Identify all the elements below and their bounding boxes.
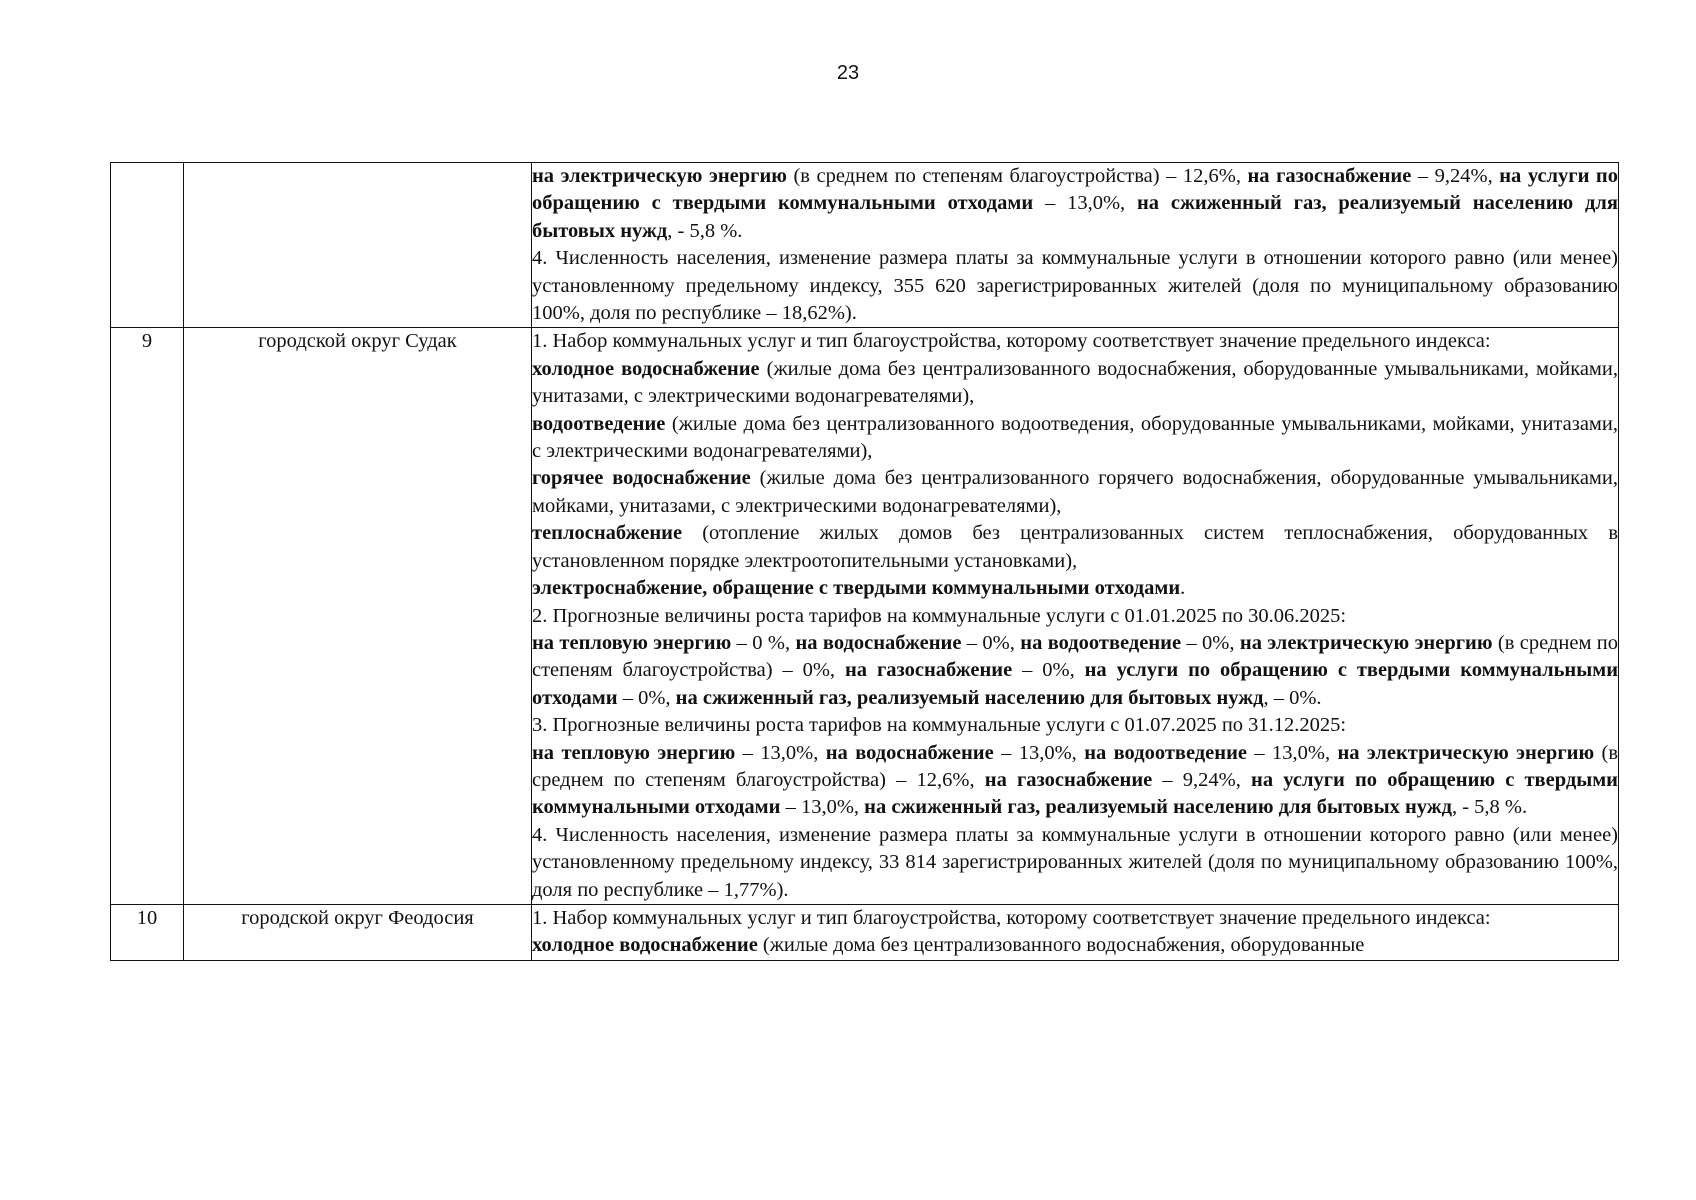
text-run: (жилые дома без централизованного водоснабжения, оборудованные умывальниками, мойками, унитазами, с электрическими водонагревателями), bbox=[532, 357, 1619, 408]
row-number-cell bbox=[111, 163, 184, 328]
services-intro: 1. Набор коммунальных услуг и тип благоустройства, которому соответствует значение предельного индекса: bbox=[532, 330, 1491, 353]
text-run: – 13,0%, bbox=[1246, 741, 1338, 764]
bold-term: на тепловую энергию bbox=[532, 741, 736, 764]
bold-term: теплоснабжение bbox=[532, 522, 683, 545]
bold-term: горячее водоснабжение bbox=[532, 467, 751, 490]
description-cell bbox=[532, 328, 1619, 905]
service-item bbox=[532, 356, 1618, 411]
text-run: – 9,24%, bbox=[1411, 165, 1500, 187]
tariff-paragraph bbox=[532, 630, 1618, 712]
bold-term: холодное водоснабжение bbox=[532, 357, 760, 380]
bold-term: на газоснабжение bbox=[1247, 165, 1412, 187]
text-run: , - 5,8 %. bbox=[667, 219, 743, 242]
bold-term: на сжиженный газ, реализуемый населению для бытовых нужд bbox=[864, 796, 1452, 819]
bold-term: на водоснабжение bbox=[825, 741, 994, 764]
text-run: . bbox=[1180, 577, 1186, 600]
bold-term: на водоснабжение bbox=[795, 631, 962, 654]
bold-term: на тепловую энергию bbox=[532, 631, 732, 654]
services-intro: 1. Набор коммунальных услуг и тип благоустройства, которому соответствует значение предельного индекса: bbox=[532, 906, 1491, 929]
table-row bbox=[111, 328, 1619, 905]
table-row bbox=[111, 904, 1619, 960]
municipality-name-cell: городской округ Феодосия bbox=[184, 904, 532, 960]
text-run: – 0%, bbox=[961, 631, 1021, 654]
service-item bbox=[532, 465, 1618, 520]
text-run: – 13,0%, bbox=[1033, 192, 1137, 215]
text-run: – 13,0%, bbox=[735, 741, 826, 764]
bold-term: на сжиженный газ, реализуемый населению для бытовых нужд bbox=[532, 192, 1618, 242]
text-run: (в среднем по степеням благоустройства) – 0%, bbox=[532, 631, 1619, 682]
population-paragraph: 4. Численность населения, изменение размера платы за коммунальные услуги в отношении которого равно (или менее) установленному предельному индексу, 355 620 зарегистрированных жителей (доля по муниципальному образованию 100%, доля по республике – 18,62%). bbox=[532, 247, 1618, 325]
tariff-table bbox=[110, 162, 1619, 961]
text-run: – 0%, bbox=[1181, 631, 1240, 654]
service-item bbox=[532, 411, 1618, 466]
bold-term: на услуги по обращению с твердыми коммунальными отходами bbox=[532, 768, 1618, 819]
row-number-cell: 10 bbox=[111, 904, 184, 960]
bold-term: на водоотведение bbox=[1020, 631, 1182, 654]
municipality-name-cell bbox=[184, 163, 532, 328]
text-run: (жилые дома без централизованного водоснабжения, оборудованные bbox=[757, 934, 1365, 957]
service-item bbox=[532, 575, 1618, 602]
table-row bbox=[111, 163, 1619, 328]
text-run: – 13,0%, bbox=[780, 796, 865, 819]
text-run: (жилые дома без централизованного горячего водоснабжения, оборудованные умывальниками, мойками, унитазами, с электрическими водонагревателями), bbox=[532, 467, 1618, 517]
text-run: (жилые дома без централизованного водоотведения, оборудованные умывальниками, мойками, унитазами, с электрическими водонагревателями), bbox=[532, 412, 1618, 463]
service-item bbox=[532, 520, 1618, 575]
bold-term: на услуги по обращению с твердыми коммунальными отходами bbox=[532, 165, 1618, 215]
bold-term: электроснабжение, обращение с твердыми коммунальными отходами bbox=[532, 577, 1181, 600]
tariff-paragraph bbox=[532, 163, 1618, 245]
forecast-heading: 2. Прогнозные величины роста тарифов на коммунальные услуги с 01.01.2025 по 30.06.2025: bbox=[532, 604, 1347, 627]
text-run: , - 5,8 %. bbox=[1451, 796, 1528, 819]
bold-term: на водоотведение bbox=[1084, 741, 1247, 764]
text-run: – 9,24%, bbox=[1152, 768, 1252, 791]
bold-term: на электрическую энергию bbox=[1337, 741, 1595, 764]
text-run: , – 0%. bbox=[1263, 686, 1322, 709]
bold-term: на газоснабжение bbox=[984, 768, 1153, 791]
text-run: (в среднем по степеням благоустройства) – 12,6%, bbox=[532, 741, 1618, 791]
service-item bbox=[532, 932, 1618, 959]
bold-term: на сжиженный газ, реализуемый населению для бытовых нужд bbox=[675, 686, 1264, 709]
bold-term: холодное водоснабжение bbox=[532, 934, 758, 957]
municipality-name-cell: городской округ Судак bbox=[184, 328, 532, 905]
description-cell bbox=[532, 904, 1619, 960]
description-cell bbox=[532, 163, 1619, 328]
text-run: (в среднем по степеням благоустройства) – 12,6%, bbox=[786, 165, 1248, 187]
bold-term: на газоснабжение bbox=[844, 659, 1013, 682]
bold-term: на электрическую энергию bbox=[532, 165, 787, 187]
text-run: – 0%, bbox=[1012, 659, 1085, 682]
text-run: – 0 %, bbox=[731, 631, 796, 654]
forecast-heading: 3. Прогнозные величины роста тарифов на коммунальные услуги с 01.07.2025 по 31.12.2025: bbox=[532, 714, 1347, 737]
text-run: – 13,0%, bbox=[993, 741, 1085, 764]
population-paragraph: 4. Численность населения, изменение размера платы за коммунальные услуги в отношении которого равно (или менее) установленному предельному индексу, 33 814 зарегистрированных жителей (доля по муниципальному образованию 100%, доля по республике – 1,77%). bbox=[532, 823, 1618, 901]
bold-term: водоотведение bbox=[532, 412, 666, 435]
page-number: 23 bbox=[836, 62, 860, 84]
text-run: (отопление жилых домов без централизованных систем теплоснабжения, оборудованных в установленном порядке электроотопительными установками), bbox=[532, 522, 1618, 572]
row-number-cell: 9 bbox=[111, 328, 184, 905]
bold-term: на электрическую энергию bbox=[1239, 631, 1493, 654]
text-run: – 0%, bbox=[617, 686, 676, 709]
bold-term: на услуги по обращению с твердыми коммунальными отходами bbox=[532, 659, 1619, 709]
tariff-paragraph bbox=[532, 740, 1618, 822]
